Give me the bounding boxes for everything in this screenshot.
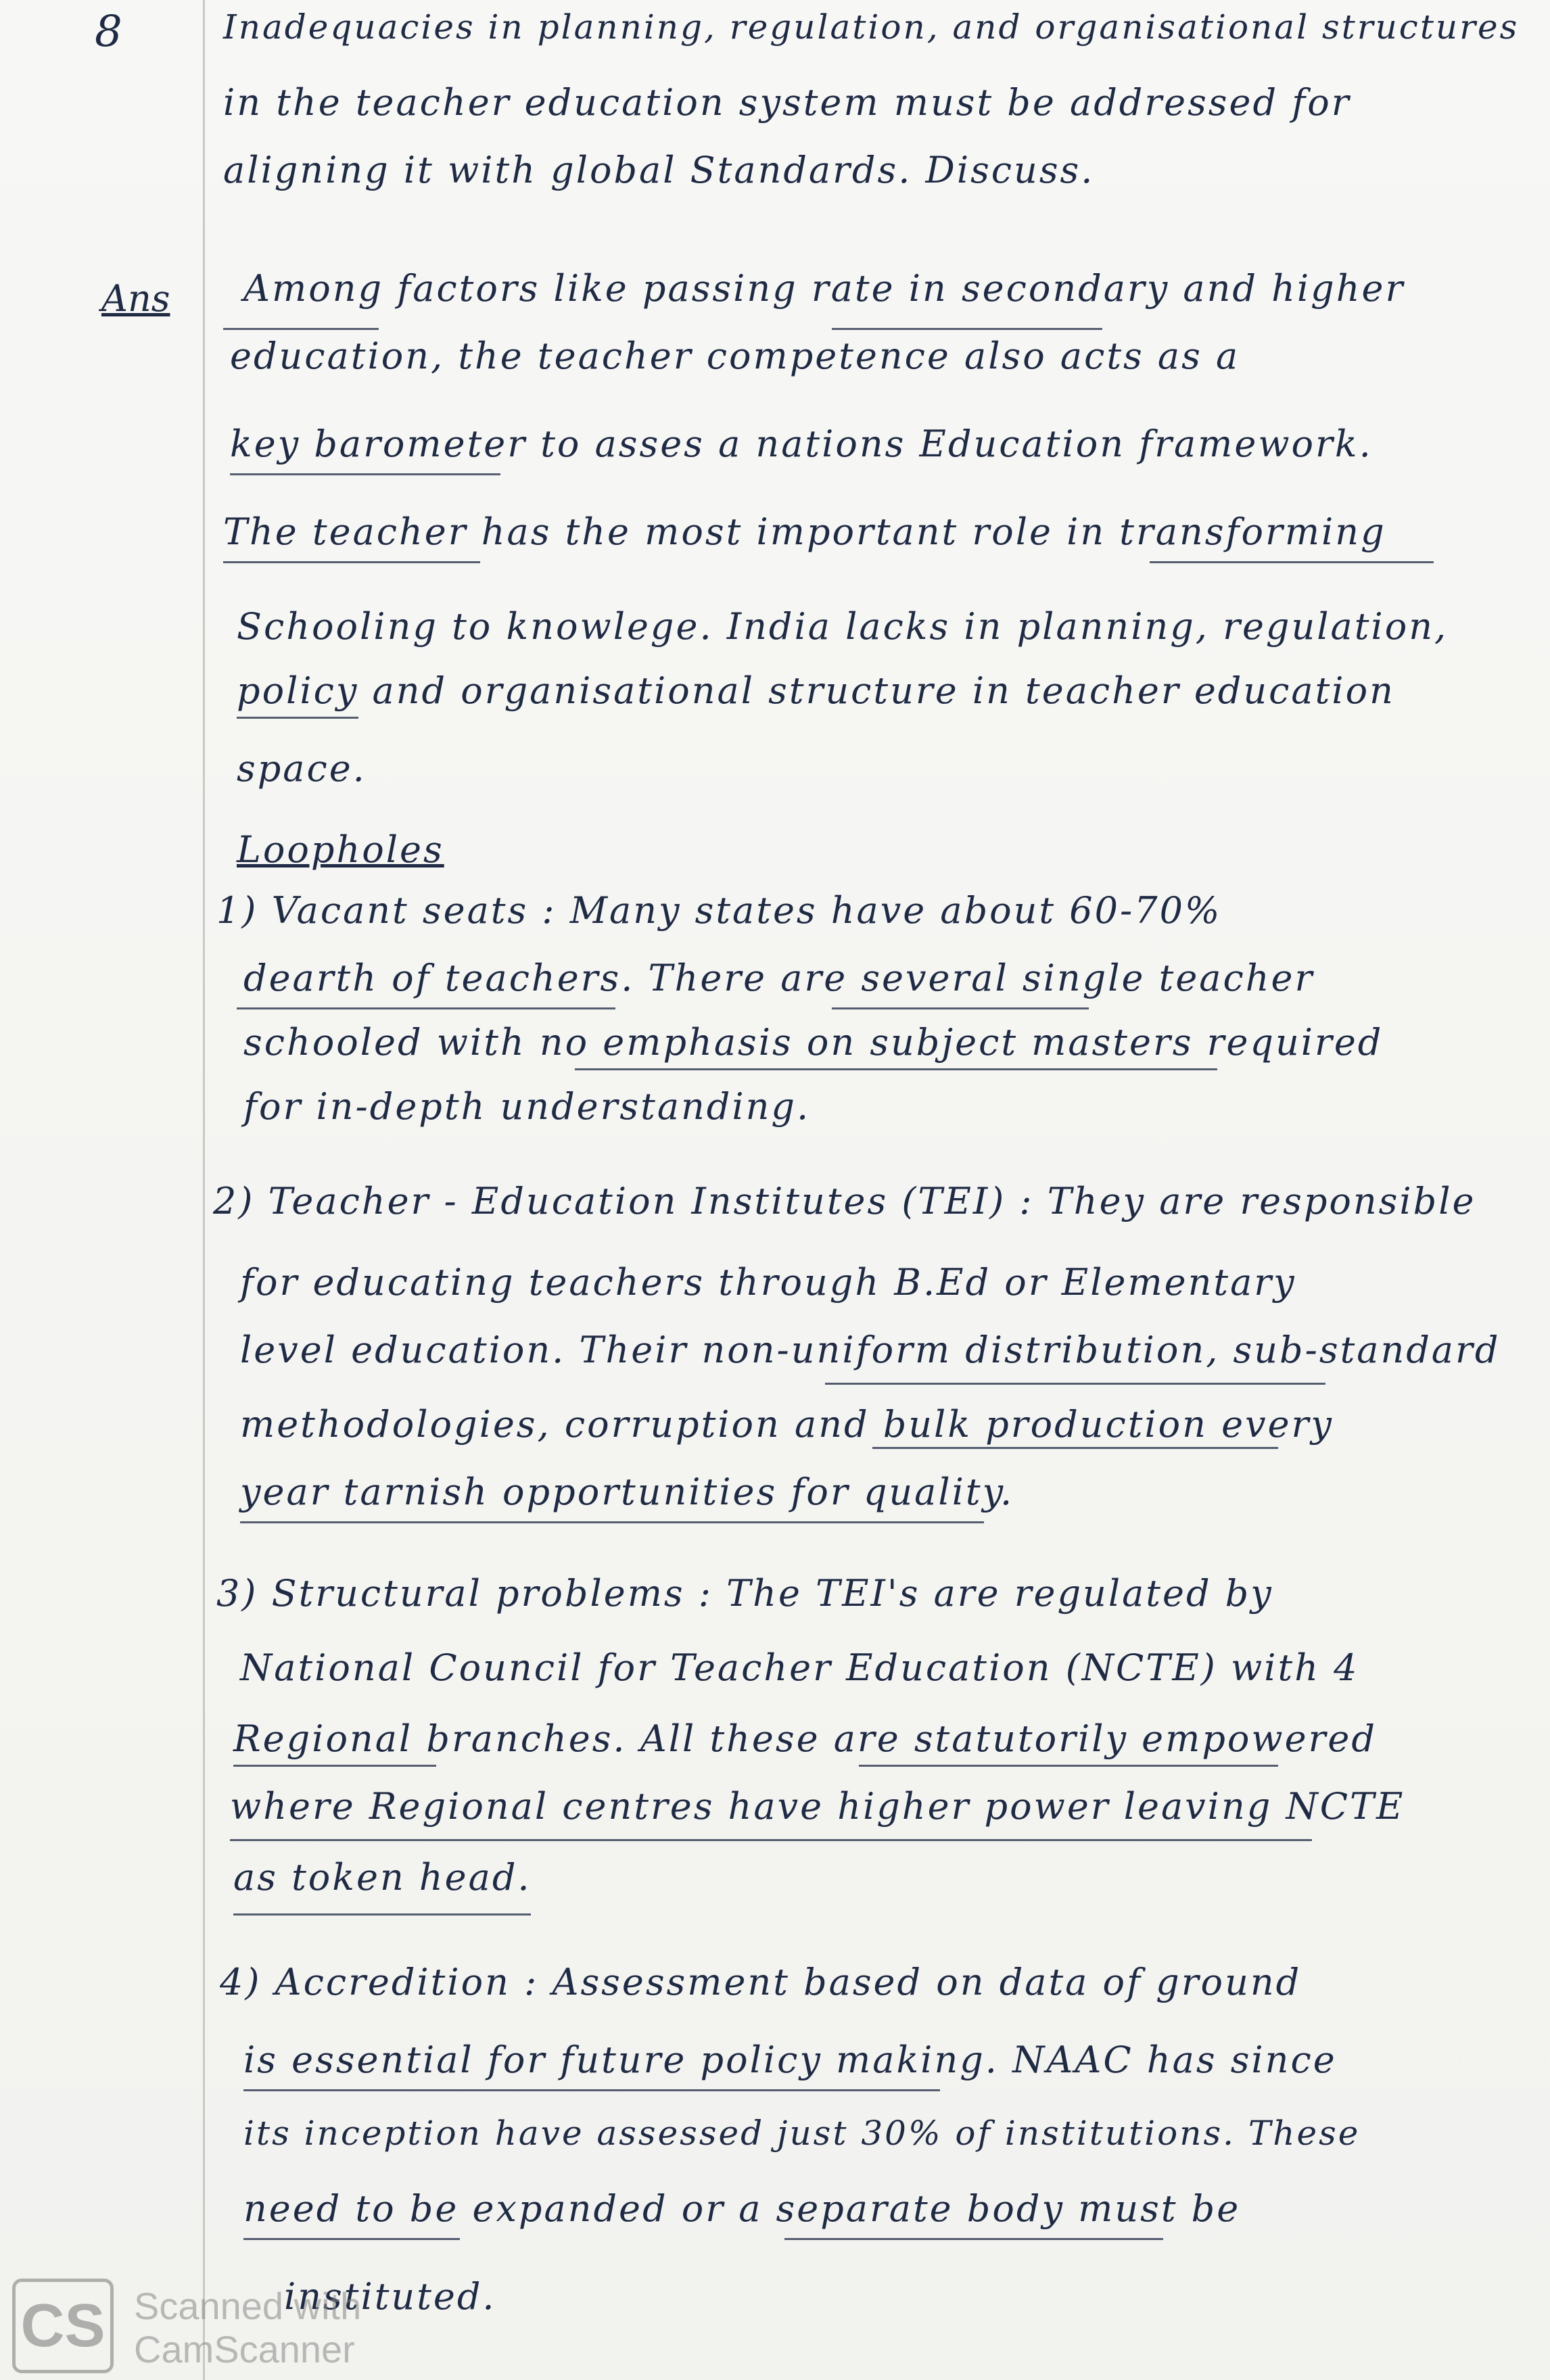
underline xyxy=(237,1007,615,1009)
underline xyxy=(575,1068,1217,1070)
underline xyxy=(233,1765,436,1767)
watermark-line-2: CamScanner xyxy=(134,2328,355,2371)
answer-line: Among factors like passing rate in secondary and higher xyxy=(243,267,1405,310)
underline xyxy=(784,2238,1163,2240)
point-line: instituted. xyxy=(284,2275,496,2318)
underline xyxy=(223,328,379,330)
point-line: is essential for future policy making. NAAC has since xyxy=(243,2039,1337,2081)
answer-line: policy and organisational structure in teacher education xyxy=(237,669,1395,712)
point-line: 3) Structural problems : The TEI's are regulated by xyxy=(216,1572,1273,1615)
underline xyxy=(832,328,1102,330)
answer-label: Ans xyxy=(101,277,170,320)
point-line: for in-depth understanding. xyxy=(243,1085,811,1128)
question-number: 8 xyxy=(95,7,122,57)
answer-line: Schooling to knowlege. India lacks in planning, regulation, xyxy=(237,605,1449,648)
point-line: year tarnish opportunities for quality. xyxy=(240,1471,1014,1513)
point-line: as token head. xyxy=(233,1856,532,1899)
point-line: Regional branches. All these are statutorily empowered xyxy=(233,1717,1377,1760)
underline xyxy=(230,473,500,475)
underline xyxy=(825,1383,1325,1385)
point-line: level education. Their non-uniform distribution, sub-standard xyxy=(240,1329,1501,1371)
point-line: where Regional centres have higher power leaving NCTE xyxy=(230,1785,1405,1828)
underline xyxy=(237,717,358,719)
point-line: 4) Accredition : Assessment based on data of ground xyxy=(220,1961,1302,2003)
camscanner-logo-icon: CS xyxy=(12,2279,114,2373)
underline xyxy=(832,1007,1089,1009)
point-line: 1) Vacant seats : Many states have about 60-70% xyxy=(216,889,1222,932)
underline xyxy=(243,2089,940,2091)
point-line: methodologies, corruption and bulk production every xyxy=(240,1403,1334,1446)
margin-line xyxy=(203,0,205,2380)
underline xyxy=(872,1447,1278,1449)
point-line: National Council for Teacher Education (NCTE) with 4 xyxy=(240,1646,1359,1689)
underline xyxy=(1150,561,1434,563)
point-line: schooled with no emphasis on subject masters required xyxy=(243,1021,1384,1064)
camscanner-watermark xyxy=(12,2279,445,2373)
answer-line: The teacher has the most important role in transforming xyxy=(223,510,1386,553)
underline xyxy=(233,1913,531,1915)
question-line: aligning it with global Standards. Discuss. xyxy=(223,149,1095,191)
point-line: its inception have assessed just 30% of institutions. These xyxy=(243,2114,1361,2153)
underline xyxy=(240,1521,984,1523)
point-line: for educating teachers through B.Ed or Elementary xyxy=(240,1261,1296,1304)
answer-line: education, the teacher competence also acts as a xyxy=(230,335,1240,377)
underline xyxy=(859,1765,1278,1767)
question-line: in the teacher education system must be addressed for xyxy=(223,81,1351,124)
underline xyxy=(230,1839,1312,1841)
underline xyxy=(223,561,480,563)
watermark-line-1: Scanned with xyxy=(134,2285,362,2327)
point-line: need to be expanded or a separate body must be xyxy=(243,2187,1241,2230)
question-line: Inadequacies in planning, regulation, and organisational structures xyxy=(223,7,1520,47)
answer-line: space. xyxy=(237,747,367,790)
loopholes-heading: Loopholes xyxy=(237,828,444,871)
point-line: dearth of teachers. There are several single teacher xyxy=(243,957,1315,999)
point-line: 2) Teacher - Education Institutes (TEI) : They are responsible xyxy=(213,1180,1476,1222)
answer-line: key barometer to asses a nations Education framework. xyxy=(230,423,1373,465)
underline xyxy=(243,2238,460,2240)
